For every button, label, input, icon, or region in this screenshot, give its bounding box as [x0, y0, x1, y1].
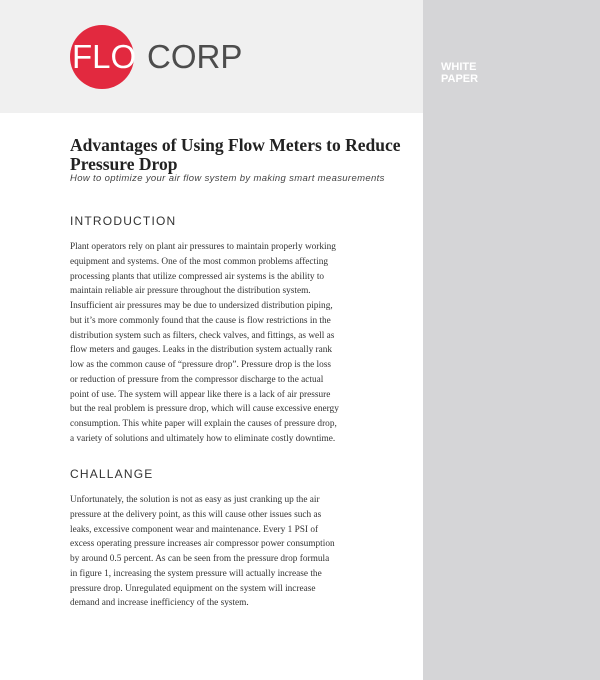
logo-flo-text: FLO	[72, 38, 137, 75]
document-subtitle: How to optimize your air flow system by making smart measurements	[70, 173, 385, 184]
document-type-line-2: PAPER	[441, 73, 479, 85]
paragraph-line: a variety of solutions and ultimately how to eliminate costly downtime.	[70, 433, 336, 444]
paragraph-line: or reduction of pressure from the compressor discharge to the actual	[70, 374, 324, 385]
section-heading-challange: CHALLANGE	[70, 467, 154, 481]
paragraph-line: distribution system such as filters, check valves, and fittings, as well as	[70, 330, 335, 341]
paragraph-line: leaks, excessive component wear and maintenance. Every 1 PSI of	[70, 524, 319, 535]
paragraph-line: excess operating pressure increases air compressor power consumption	[70, 539, 335, 550]
document-type-label	[441, 61, 501, 85]
paragraph-line: maintain reliable air pressure throughout the distribution system.	[70, 286, 311, 297]
document-title: Advantages of Using Flow Meters to Reduce Pressure Drop	[70, 135, 401, 174]
paragraph-line: Unfortunately, the solution is not as easy as just cranking up the air	[70, 495, 320, 505]
paragraph-line: Insufficient air pressures may be due to undersized distribution piping,	[70, 301, 333, 311]
paragraph-line: demand and increase inefficiency of the system.	[70, 598, 249, 609]
paragraph-line: point of use. The system will appear like there is a lack of air pressure	[70, 389, 331, 400]
paragraph-line: pressure drop. Unregulated equipment on the system will increase	[70, 583, 316, 594]
introduction-paragraph	[70, 240, 420, 447]
section-heading-introduction: INTRODUCTION	[70, 214, 177, 228]
flocorp-logo	[70, 25, 243, 89]
paragraph-line: pressure at the delivery point, as this will cause other issues such as	[70, 509, 322, 520]
paragraph-line: but it’s more commonly found that the cause is flow restrictions in the	[70, 315, 331, 326]
paragraph-line: but the real problem is pressure drop, which will cause excessive energy	[70, 404, 339, 415]
paragraph-line: in figure 1, increasing the system pressure will actually increase the	[70, 568, 322, 579]
paragraph-line: processing plants that utilize compressed air systems is the ability to	[70, 271, 325, 282]
paragraph-line: equipment and systems. One of the most common problems affecting	[70, 256, 329, 267]
document-type-line-1: WHITE	[441, 61, 477, 73]
paragraph-line: Plant operators rely on plant air pressures to maintain properly working	[70, 242, 336, 252]
paragraph-line: by around 0.5 percent. As can be seen from the pressure drop formula	[70, 554, 330, 564]
paragraph-line: low as the common cause of “pressure drop”. Pressure drop is the loss	[70, 360, 332, 370]
logo-corp-text: CORP	[147, 38, 243, 75]
sidebar-band	[423, 0, 600, 680]
paragraph-line: flow meters and gauges. Leaks in the distribution system actually rank	[70, 345, 333, 356]
paragraph-line: consumption. This white paper will explain the causes of pressure drop,	[70, 419, 337, 429]
challange-paragraph	[70, 493, 420, 611]
